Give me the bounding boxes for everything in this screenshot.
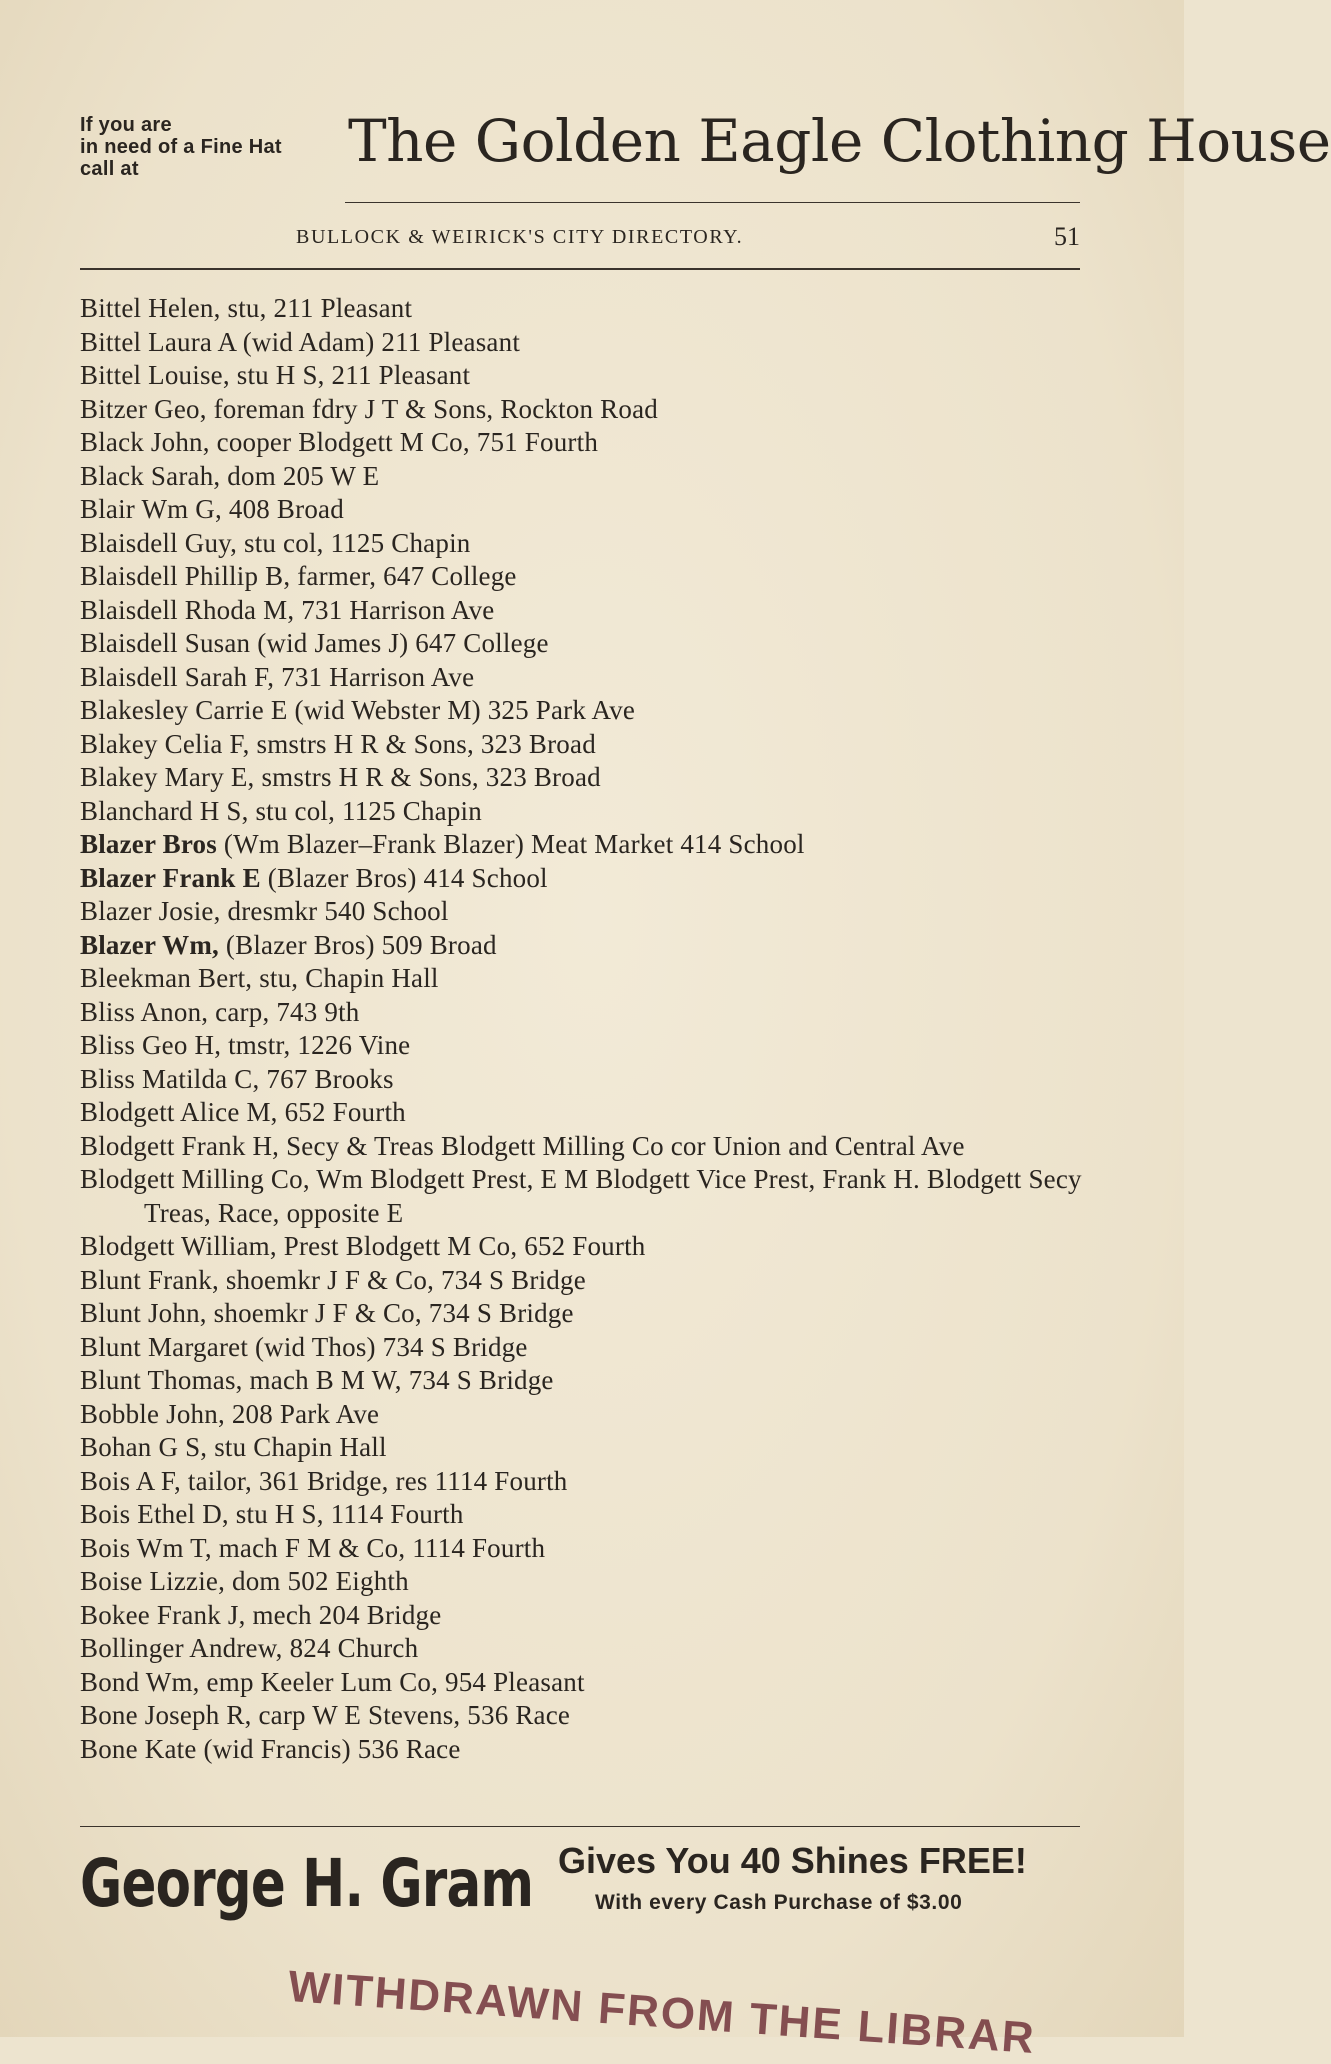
directory-entry [80, 1297, 1090, 1331]
entry-text: Blazer Josie, dresmkr 540 School [80, 896, 449, 926]
directory-entry [80, 1163, 1090, 1230]
directory-entry [80, 761, 1090, 795]
directory-entry [80, 1666, 1090, 1700]
directory-entry [80, 929, 1090, 963]
entry-text: Boise Lizzie, dom 502 Eighth [80, 1566, 409, 1596]
ad-store-name: The Golden Eagle Clothing House [348, 107, 1331, 175]
entry-text: Bone Joseph R, carp W E Stevens, 536 Race [80, 1700, 571, 1730]
directory-entry [80, 962, 1090, 996]
entry-text: Bleekman Bert, stu, Chapin Hall [80, 963, 439, 993]
entry-text: Bohan G S, stu Chapin Hall [80, 1432, 387, 1462]
entry-text: Black John, cooper Blodgett M Co, 751 Fourth [80, 427, 599, 457]
running-title: BULLOCK & WEIRICK'S CITY DIRECTORY. [296, 226, 744, 248]
entry-text: Blaisdell Guy, stu col, 1125 Chapin [80, 527, 471, 558]
entry-text: Blaisdell Rhoda M, 731 Harrison Ave [80, 594, 495, 625]
directory-entry [80, 694, 1090, 728]
entry-bold-name: Blazer Bros [80, 829, 217, 859]
top-ad-rule [345, 202, 1080, 203]
entry-text: (Blazer Bros) 509 Broad [218, 929, 497, 960]
directory-entry [80, 1096, 1090, 1130]
directory-entry [80, 1398, 1090, 1432]
directory-entry [80, 1465, 1090, 1499]
ad-tagline-line: call at [80, 158, 139, 180]
library-stamp: WITHDRAWN FROM THE LIBRAR [286, 1962, 1038, 2064]
entry-text: Blunt Thomas, mach B M W, 734 S Bridge [80, 1365, 554, 1395]
entry-text: Blakesley Carrie E (wid Webster M) 325 Park Ave [80, 695, 636, 725]
entry-text: Blanchard H S, stu col, 1125 Chapin [80, 795, 482, 826]
directory-entry [80, 996, 1090, 1030]
entry-text: Bliss Anon, carp, 743 9th [80, 996, 360, 1027]
ad-merchant-name: George H. Gram [80, 1845, 534, 1922]
directory-entry [80, 527, 1090, 561]
directory-entry [80, 326, 1090, 360]
directory-entry [80, 359, 1090, 393]
entry-text: Blunt Margaret (wid Thos) 734 S Bridge [80, 1331, 528, 1362]
entry-text: Blodgett Frank H, Secy & Treas Blodgett Milling Co cor Union and Central Ave [80, 1130, 965, 1161]
directory-entry [80, 1331, 1090, 1365]
entry-text: Blodgett Milling Co, Wm Blodgett Prest, E M Blodgett Vice Prest, Frank H. Blodgett Secy Treas, Race, opposite E [80, 1164, 1082, 1228]
directory-entry [80, 1230, 1090, 1264]
directory-entry [80, 1063, 1090, 1097]
directory-entry [80, 594, 1090, 628]
ad-tagline-line: in need of a Fine Hat [80, 136, 282, 158]
entry-text: Blunt John, shoemkr J F & Co, 734 S Bridge [80, 1298, 574, 1328]
entry-text: Black Sarah, dom 205 W E [80, 460, 380, 491]
entry-bold-name: Blazer Wm, [80, 929, 219, 960]
entry-text: Bittel Helen, stu, 211 Pleasant [80, 293, 413, 323]
directory-entry [80, 661, 1090, 695]
entry-text: Blodgett William, Prest Blodgett M Co, 652 Fourth [80, 1231, 646, 1261]
directory-entry [80, 895, 1090, 929]
directory-entry [80, 627, 1090, 661]
directory-entry [80, 1029, 1090, 1063]
entry-text: Bobble John, 208 Park Ave [80, 1398, 380, 1429]
entry-text: Bois Wm T, mach F M & Co, 1114 Fourth [80, 1532, 546, 1563]
entry-bold-name: Blazer Frank E [80, 862, 261, 893]
directory-entry [80, 828, 1090, 862]
entry-text: Bollinger Andrew, 824 Church [80, 1633, 419, 1663]
ad-offer-detail: With every Cash Purchase of $3.00 [595, 1891, 963, 1914]
directory-entry [80, 1699, 1090, 1733]
directory-entry [80, 795, 1090, 829]
directory-entry [80, 1130, 1090, 1164]
entry-text: Blunt Frank, shoemkr J F & Co, 734 S Bridge [80, 1264, 586, 1295]
directory-entry [80, 1498, 1090, 1532]
entry-text: (Blazer Bros) 414 School [260, 862, 548, 893]
directory-entry [80, 1431, 1090, 1465]
directory-entry [80, 460, 1090, 494]
running-header [80, 222, 1080, 252]
entry-text: Bond Wm, emp Keeler Lum Co, 954 Pleasant [80, 1666, 585, 1697]
page-number: 51 [1054, 222, 1080, 251]
directory-entry [80, 292, 1090, 326]
ad-tagline [80, 114, 282, 180]
entry-text: Bokee Frank J, mech 204 Bridge [80, 1599, 442, 1630]
directory-entry [80, 560, 1090, 594]
directory-entry [80, 393, 1090, 427]
directory-entry [80, 493, 1090, 527]
top-advertisement [80, 104, 1331, 204]
entry-text: Blaisdell Susan (wid James J) 647 College [80, 628, 549, 658]
bottom-advertisement [80, 1838, 1080, 1948]
ad-tagline-line: If you are [80, 114, 172, 136]
entry-text: Bittel Laura A (wid Adam) 211 Pleasant [80, 326, 521, 357]
entry-text: Bone Kate (wid Francis) 536 Race [80, 1733, 461, 1764]
entry-text: Bois A F, tailor, 361 Bridge, res 1114 Fourth [80, 1465, 568, 1496]
ad-offer: Gives You 40 Shines FREE! [558, 1840, 1027, 1881]
directory-entry [80, 1264, 1090, 1298]
directory-entry [80, 1532, 1090, 1566]
entry-text: Blakey Mary E, smstrs H R & Sons, 323 Broad [80, 762, 601, 792]
bottom-ad-rule [80, 1826, 1080, 1827]
entry-text: Blaisdell Sarah F, 731 Harrison Ave [80, 661, 475, 692]
entry-text: Blakey Celia F, smstrs H R & Sons, 323 Broad [80, 728, 596, 759]
directory-entry [80, 1364, 1090, 1398]
entry-text: Bitzer Geo, foreman fdry J T & Sons, Rockton Road [80, 393, 658, 424]
directory-entry [80, 1733, 1090, 1767]
entry-text: Blaisdell Phillip B, farmer, 647 College [80, 561, 517, 591]
header-rule [80, 268, 1080, 270]
entry-text: Bliss Geo H, tmstr, 1226 Vine [80, 1030, 411, 1060]
directory-entry [80, 1565, 1090, 1599]
entry-text: Blair Wm G, 408 Broad [80, 494, 344, 524]
entry-text: Bliss Matilda C, 767 Brooks [80, 1063, 394, 1094]
directory-entry [80, 728, 1090, 762]
entry-text: (Wm Blazer–Frank Blazer) Meat Market 414 School [216, 829, 805, 859]
entry-text: Bittel Louise, stu H S, 211 Pleasant [80, 360, 471, 390]
directory-entry [80, 1632, 1090, 1666]
directory-entries [80, 292, 1090, 1766]
directory-entry [80, 862, 1090, 896]
directory-entry [80, 1599, 1090, 1633]
entry-text: Blodgett Alice M, 652 Fourth [80, 1097, 406, 1127]
directory-entry [80, 426, 1090, 460]
entry-text: Bois Ethel D, stu H S, 1114 Fourth [80, 1499, 464, 1529]
